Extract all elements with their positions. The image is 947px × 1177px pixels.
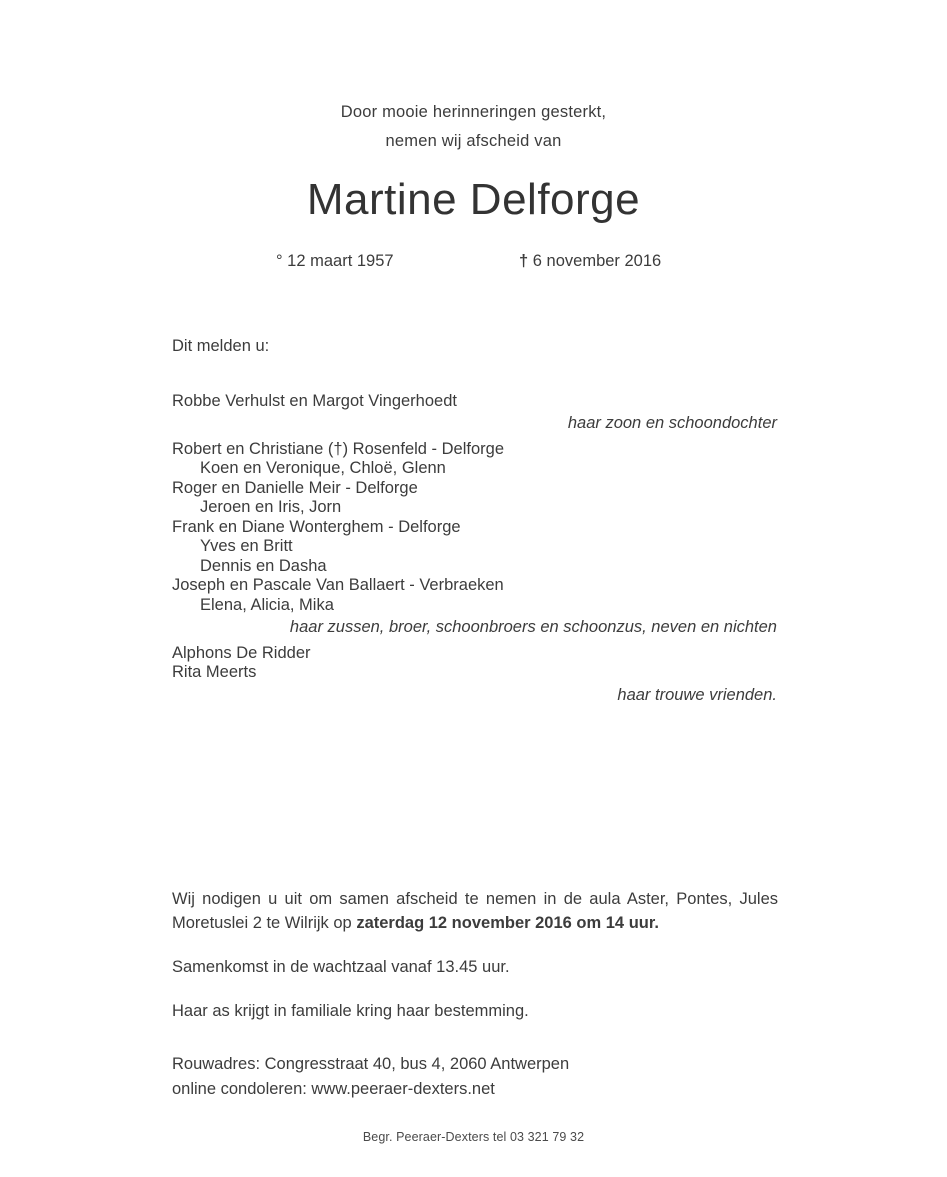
family-line: Koen en Veronique, Chloë, Glenn [200, 459, 446, 477]
family-line: Dennis en Dasha [200, 556, 327, 575]
family-line: Rita Meerts [172, 663, 257, 681]
invitation-text: Wij nodigen u uit om samen afscheid te nemen in de aula Aster, Pontes, Jules Moretuslei 2 te Wilrijk op [172, 890, 778, 932]
intro-line-2: nemen wij afscheid van [385, 132, 562, 150]
family-group-2 [172, 441, 777, 636]
intro-line-1: Door mooie herinneringen gesterkt, [340, 103, 607, 121]
ashes-paragraph: Haar as krijgt in familiale kring haar bestemming. [172, 1001, 529, 1020]
death-date-text: 6 november 2016 [532, 252, 662, 270]
family-line: Yves en Britt [200, 537, 293, 555]
relation-label: haar zussen, broer, schoonbroers en schoonzus, neven en nichten [289, 618, 777, 636]
family-line: Robert en Christiane (†) Rosenfeld - Delforge [172, 439, 504, 458]
announcement-body [172, 338, 777, 712]
mourning-address: Rouwadres: Congresstraat 40, bus 4, 2060 Antwerpen [172, 1055, 570, 1073]
family-line: Joseph en Pascale Van Ballaert - Verbraeken [172, 576, 504, 594]
relation-label: haar trouwe vrienden. [617, 685, 777, 704]
family-line: Frank en Diane Wonterghem - Delforge [172, 517, 461, 536]
birth-date: ° 12 maart 1957 [276, 252, 394, 270]
invitation-datetime: zaterdag 12 november 2016 om 14 uur. [356, 913, 659, 932]
death-date [519, 252, 661, 271]
announcement-lead: Dit melden u: [172, 337, 270, 355]
footer-undertaker: Begr. Peeraer-Dexters tel 03 321 79 32 [362, 1130, 585, 1144]
family-line: Alphons De Ridder [172, 643, 311, 662]
relation-label: haar zoon en schoondochter [567, 414, 777, 432]
invitation-paragraph [172, 888, 778, 936]
family-line: Jeroen en Iris, Jorn [200, 498, 342, 516]
family-line: Elena, Alicia, Mika [200, 595, 334, 614]
deceased-name: Martine Delforge [306, 175, 641, 224]
family-line: Roger en Danielle Meir - Delforge [172, 478, 418, 497]
family-line: Robbe Verhulst en Margot Vingerhoedt [172, 391, 457, 410]
family-group-1 [172, 393, 777, 432]
family-group-3 [172, 645, 777, 704]
dagger-icon: † [519, 252, 529, 270]
ceremony-details [172, 888, 778, 1024]
online-condolence[interactable]: online condoleren: www.peeraer-dexters.net [172, 1079, 495, 1098]
gathering-paragraph: Samenkomst in de wachtzaal vanaf 13.45 uur. [172, 957, 510, 976]
address-block [172, 1052, 778, 1102]
